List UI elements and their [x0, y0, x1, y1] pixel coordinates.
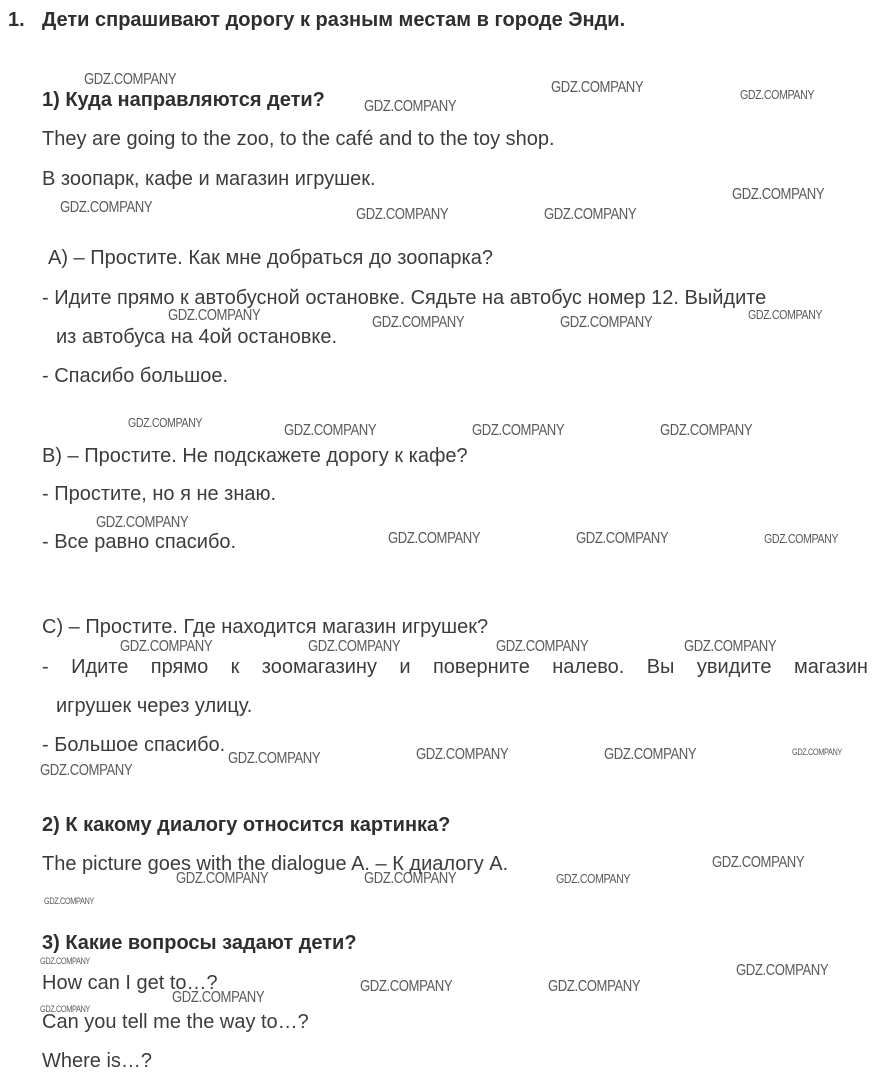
- watermark: GDZ.COMPANY: [372, 314, 465, 331]
- watermark: GDZ.COMPANY: [228, 750, 321, 767]
- dialogue-b-line-1: В) – Простите. Не подскажете дорогу к кафе?: [42, 445, 468, 467]
- q3-heading: 3) Какие вопросы задают дети?: [42, 932, 357, 954]
- dialogue-c-word: и: [399, 656, 411, 678]
- dialogue-b-line-3: - Все равно спасибо.: [42, 531, 237, 553]
- dialogue-c-word: Вы: [646, 656, 675, 678]
- dialogue-c-word: налево.: [552, 656, 625, 678]
- dialogue-a-line-4: - Спасибо большое.: [42, 365, 228, 387]
- dialogue-c-word: к: [230, 656, 240, 678]
- watermark: GDZ.COMPANY: [308, 638, 401, 655]
- watermark: GDZ.COMPANY: [748, 307, 823, 322]
- watermark: GDZ.COMPANY: [548, 978, 641, 995]
- watermark: GDZ.COMPANY: [120, 638, 213, 655]
- watermark: GDZ.COMPANY: [84, 71, 177, 88]
- dialogue-c-line-4: - Большое спасибо.: [42, 734, 226, 756]
- watermark: GDZ.COMPANY: [764, 531, 839, 546]
- watermark: GDZ.COMPANY: [284, 422, 377, 439]
- watermark: GDZ.COMPANY: [556, 871, 631, 886]
- q1-answer-en: They are going to the zoo, to the café and to the toy shop.: [42, 128, 555, 150]
- watermark: GDZ.COMPANY: [684, 638, 777, 655]
- exercise-number: 1.: [8, 9, 25, 31]
- watermark: GDZ.COMPANY: [416, 746, 509, 763]
- watermark: GDZ.COMPANY: [388, 530, 481, 547]
- watermark: GDZ.COMPANY: [176, 870, 269, 887]
- dialogue-c-word: Идите: [71, 656, 129, 678]
- watermark: GDZ.COMPANY: [40, 1004, 90, 1014]
- watermark: GDZ.COMPANY: [44, 896, 94, 906]
- q3-answer-1: How can I get to…?: [42, 972, 218, 994]
- watermark: GDZ.COMPANY: [168, 307, 261, 324]
- q2-heading: 2) К какому диалогу относится картинка?: [42, 814, 451, 836]
- watermark: GDZ.COMPANY: [60, 199, 153, 216]
- watermark: GDZ.COMPANY: [360, 978, 453, 995]
- q3-answer-3: Where is…?: [42, 1050, 153, 1072]
- dialogue-c-word: прямо: [150, 656, 209, 678]
- watermark: GDZ.COMPANY: [364, 870, 457, 887]
- watermark: GDZ.COMPANY: [604, 746, 697, 763]
- dialogue-c-word: зоомагазину: [261, 656, 377, 678]
- dialogue-c-line-1: С) – Простите. Где находится магазин игрушек?: [42, 616, 489, 638]
- watermark: GDZ.COMPANY: [40, 956, 90, 966]
- watermark: GDZ.COMPANY: [560, 314, 653, 331]
- watermark: GDZ.COMPANY: [40, 762, 133, 779]
- watermark: GDZ.COMPANY: [792, 747, 842, 757]
- watermark: GDZ.COMPANY: [551, 79, 644, 96]
- exercise-title-text: Дети спрашивают дорогу к разным местам в городе Энди.: [42, 9, 626, 31]
- dialogue-c-word: увидите: [696, 656, 772, 678]
- dialogue-c-word: магазин: [793, 656, 868, 678]
- q2-answer: The picture goes with the dialogue A. – К диалогу А.: [42, 853, 509, 875]
- watermark: GDZ.COMPANY: [660, 422, 753, 439]
- dialogue-c-word: -: [42, 656, 49, 678]
- watermark: GDZ.COMPANY: [472, 422, 565, 439]
- q3-answer-2: Can you tell me the way to…?: [42, 1011, 309, 1033]
- watermark: GDZ.COMPANY: [172, 989, 265, 1006]
- dialogue-a-line-1: А) – Простите. Как мне добраться до зоопарка?: [48, 247, 493, 269]
- watermark: GDZ.COMPANY: [544, 206, 637, 223]
- dialogue-a-line-3: из автобуса на 4ой остановке.: [56, 326, 338, 348]
- dialogue-c-line-3: игрушек через улицу.: [56, 695, 253, 717]
- watermark: GDZ.COMPANY: [712, 854, 805, 871]
- watermark: GDZ.COMPANY: [128, 415, 203, 430]
- dialogue-a-line-2: - Идите прямо к автобусной остановке. Сядьте на автобус номер 12. Выйдите: [42, 287, 767, 309]
- watermark: GDZ.COMPANY: [356, 206, 449, 223]
- dialogue-c-word: поверните: [432, 656, 530, 678]
- q1-answer-ru: В зоопарк, кафе и магазин игрушек.: [42, 168, 376, 190]
- watermark: GDZ.COMPANY: [96, 514, 189, 531]
- watermark: GDZ.COMPANY: [364, 98, 457, 115]
- watermark: GDZ.COMPANY: [740, 87, 815, 102]
- q1-heading: 1) Куда направляются дети?: [42, 89, 325, 111]
- dialogue-b-line-2: - Простите, но я не знаю.: [42, 483, 277, 505]
- watermark: GDZ.COMPANY: [736, 962, 829, 979]
- watermark: GDZ.COMPANY: [732, 186, 825, 203]
- exercise-title: [8, 8, 625, 32]
- watermark: GDZ.COMPANY: [496, 638, 589, 655]
- watermark: GDZ.COMPANY: [576, 530, 669, 547]
- dialogue-c-line-2: [42, 655, 868, 679]
